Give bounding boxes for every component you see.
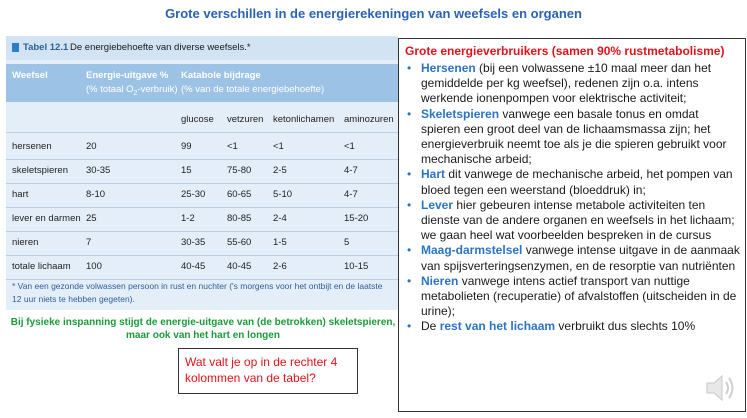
consumer-item <box>403 107 741 168</box>
cell-energy: 25 <box>86 213 97 224</box>
cell-glucose: 25-30 <box>181 189 206 200</box>
table-row <box>6 208 398 232</box>
table-row <box>6 232 398 256</box>
col-energy-sub: 2 <box>133 89 138 97</box>
cell-glucose: 1-2 <box>181 213 195 224</box>
consumer-item <box>403 319 741 334</box>
separator <box>6 132 398 133</box>
consumer-item <box>403 274 741 320</box>
cell-keton: 2-6 <box>273 261 287 272</box>
cell-keton: 2-4 <box>273 213 287 224</box>
col-energy-line1: Energie-uitgave % <box>86 70 169 81</box>
consumer-keyword: Skeletspieren <box>421 106 500 121</box>
bullet-icon: • <box>407 167 412 182</box>
cell-name: hart <box>12 189 29 200</box>
bullet-icon: • <box>407 319 412 334</box>
table-label: Tabel 12.1 <box>23 42 69 53</box>
consumer-text: (bij een volwassene ±10 maal meer dan het gemiddelde per kg weefsel), redenen zijn o.a. intens werkende ionenpompen voor elektrische activiteit; <box>421 61 712 106</box>
cell-glucose: 99 <box>181 141 192 152</box>
table-badge-icon <box>12 43 19 52</box>
consumer-prefix: De <box>421 319 440 334</box>
cell-energy: 100 <box>86 261 102 272</box>
cell-amino: 5 <box>344 237 350 248</box>
column-header-band <box>6 64 398 102</box>
consumer-text: vanwege intense uitgave in de aanmaak van spijsverteringsenzymen, en de resorptie van nutriënten <box>421 243 740 273</box>
consumers-title: Grote energieverbruikers (samen 90% rustmetabolisme) <box>405 44 725 58</box>
consumer-text: verbruikt dus slechts 10% <box>555 319 696 334</box>
subcol-ketonlichamen: ketonlichamen <box>273 114 335 125</box>
cell-energy: 7 <box>86 237 92 248</box>
cell-name: hersenen <box>12 141 52 152</box>
cell-vetzuren: 80-85 <box>227 213 252 224</box>
consumer-text: dit vanwege de mechanische arbeid, het pompen van bloed tegen een weerstand (bloeddruk) in; <box>421 167 733 197</box>
table-row <box>6 256 398 280</box>
consumer-keyword: Hart <box>421 167 446 182</box>
cell-vetzuren: 55-60 <box>227 237 252 248</box>
exercise-note: Bij fysieke inspanning stijgt de energie-uitgave van (de betrokken) skeletspieren, maar ook van het hart en longen <box>10 317 396 341</box>
cell-amino: 15-20 <box>344 213 369 224</box>
consumers-list <box>403 61 741 335</box>
consumer-text: hier gebeuren intense metabole activiteiten ten dienste van de andere organen en weefsels in het lichaam; we gaan heel wat voorbeelden bespreken in de cursus <box>421 197 735 243</box>
col-energy-part2: -verbruik) <box>137 84 178 95</box>
bullet-icon: • <box>407 197 412 212</box>
bullet-icon: • <box>407 273 412 288</box>
col-energy <box>86 69 178 101</box>
cell-glucose: 30-35 <box>181 237 206 248</box>
cell-energy: 8-10 <box>86 189 106 200</box>
consumer-text: vanwege een basale tonus en omdat spieren een groot deel van de lichaamsmassa zijn; het energieverbruik neemt toe als je die spieren gebruikt voor mechanische arbeid; <box>421 106 727 167</box>
cell-energy: 30-35 <box>86 165 111 176</box>
cell-amino: 4-7 <box>344 189 358 200</box>
subcol-glucose: glucose <box>181 114 214 125</box>
col-energy-part: (% totaal O <box>86 84 134 95</box>
energy-table <box>6 36 398 310</box>
cell-amino: <1 <box>344 141 355 152</box>
table-row <box>6 184 398 208</box>
consumer-keyword: Hersenen <box>421 61 476 75</box>
bullet-icon: • <box>407 243 412 258</box>
cell-amino: 4-7 <box>344 165 358 176</box>
subcol-vetzuren: vetzuren <box>227 114 264 125</box>
cell-name: lever en darmen <box>12 213 81 224</box>
cell-vetzuren: <1 <box>227 141 238 152</box>
cell-glucose: 40-45 <box>181 261 206 272</box>
table-row <box>6 160 398 184</box>
subcol-aminozuren: aminozuren <box>344 114 394 125</box>
bullet-icon: • <box>407 61 412 75</box>
col-catabole-line2: (% van de totale energiebehoefte) <box>181 84 325 95</box>
consumer-item <box>403 61 741 107</box>
consumer-text: vanwege intens actief transport van nuttige metabolieten (recuperatie) of afvalstoffen (uitscheiden in de urine); <box>421 273 737 319</box>
col-catabole-line1: Katabole bijdrage <box>181 70 261 81</box>
consumer-keyword: Nieren <box>421 273 459 288</box>
energy-consumers-box <box>398 38 746 412</box>
cell-keton: 1-5 <box>273 237 287 248</box>
bullet-icon: • <box>407 106 412 121</box>
cell-vetzuren: 60-65 <box>227 189 252 200</box>
cell-energy: 20 <box>86 141 97 152</box>
col-weefsel: Weefsel <box>12 70 48 81</box>
cell-name: nieren <box>12 237 39 248</box>
table-header-bar <box>6 36 398 60</box>
question-box <box>178 348 358 394</box>
consumer-item <box>403 243 741 273</box>
cell-glucose: 15 <box>181 165 192 176</box>
table-footnote: * Van een gezonde volwassen persoon in rust en nuchter ('s morgens voor het ontbijt en de laatste 12 uur niets te hebben gegeten). <box>12 281 383 304</box>
consumer-item <box>403 167 741 197</box>
slide-title: Grote verschillen in de energierekeningen van weefsels en organen <box>165 6 582 21</box>
table-row <box>6 136 398 160</box>
question-text: Wat valt je op in de rechter 4 kolommen van de tabel? <box>185 355 338 385</box>
col-energy-line2 <box>86 83 178 101</box>
consumer-keyword: Maag-darmstelsel <box>421 243 523 258</box>
cell-amino: 10-15 <box>344 261 369 272</box>
table-caption: De energiebehoefte van diverse weefsels.* <box>70 42 251 53</box>
col-catabole <box>181 69 324 97</box>
cell-vetzuren: 75-80 <box>227 165 252 176</box>
cell-keton: <1 <box>273 141 284 152</box>
cell-vetzuren: 40-45 <box>227 261 252 272</box>
cell-keton: 2-5 <box>273 165 287 176</box>
consumer-keyword: Lever <box>421 197 454 212</box>
cell-name: totale lichaam <box>12 261 71 272</box>
cell-keton: 5-10 <box>273 189 293 200</box>
consumer-keyword: rest van het lichaam <box>439 319 556 334</box>
consumer-item <box>403 198 741 244</box>
cell-name: skeletspieren <box>12 165 68 176</box>
speaker-icon[interactable] <box>703 371 739 405</box>
